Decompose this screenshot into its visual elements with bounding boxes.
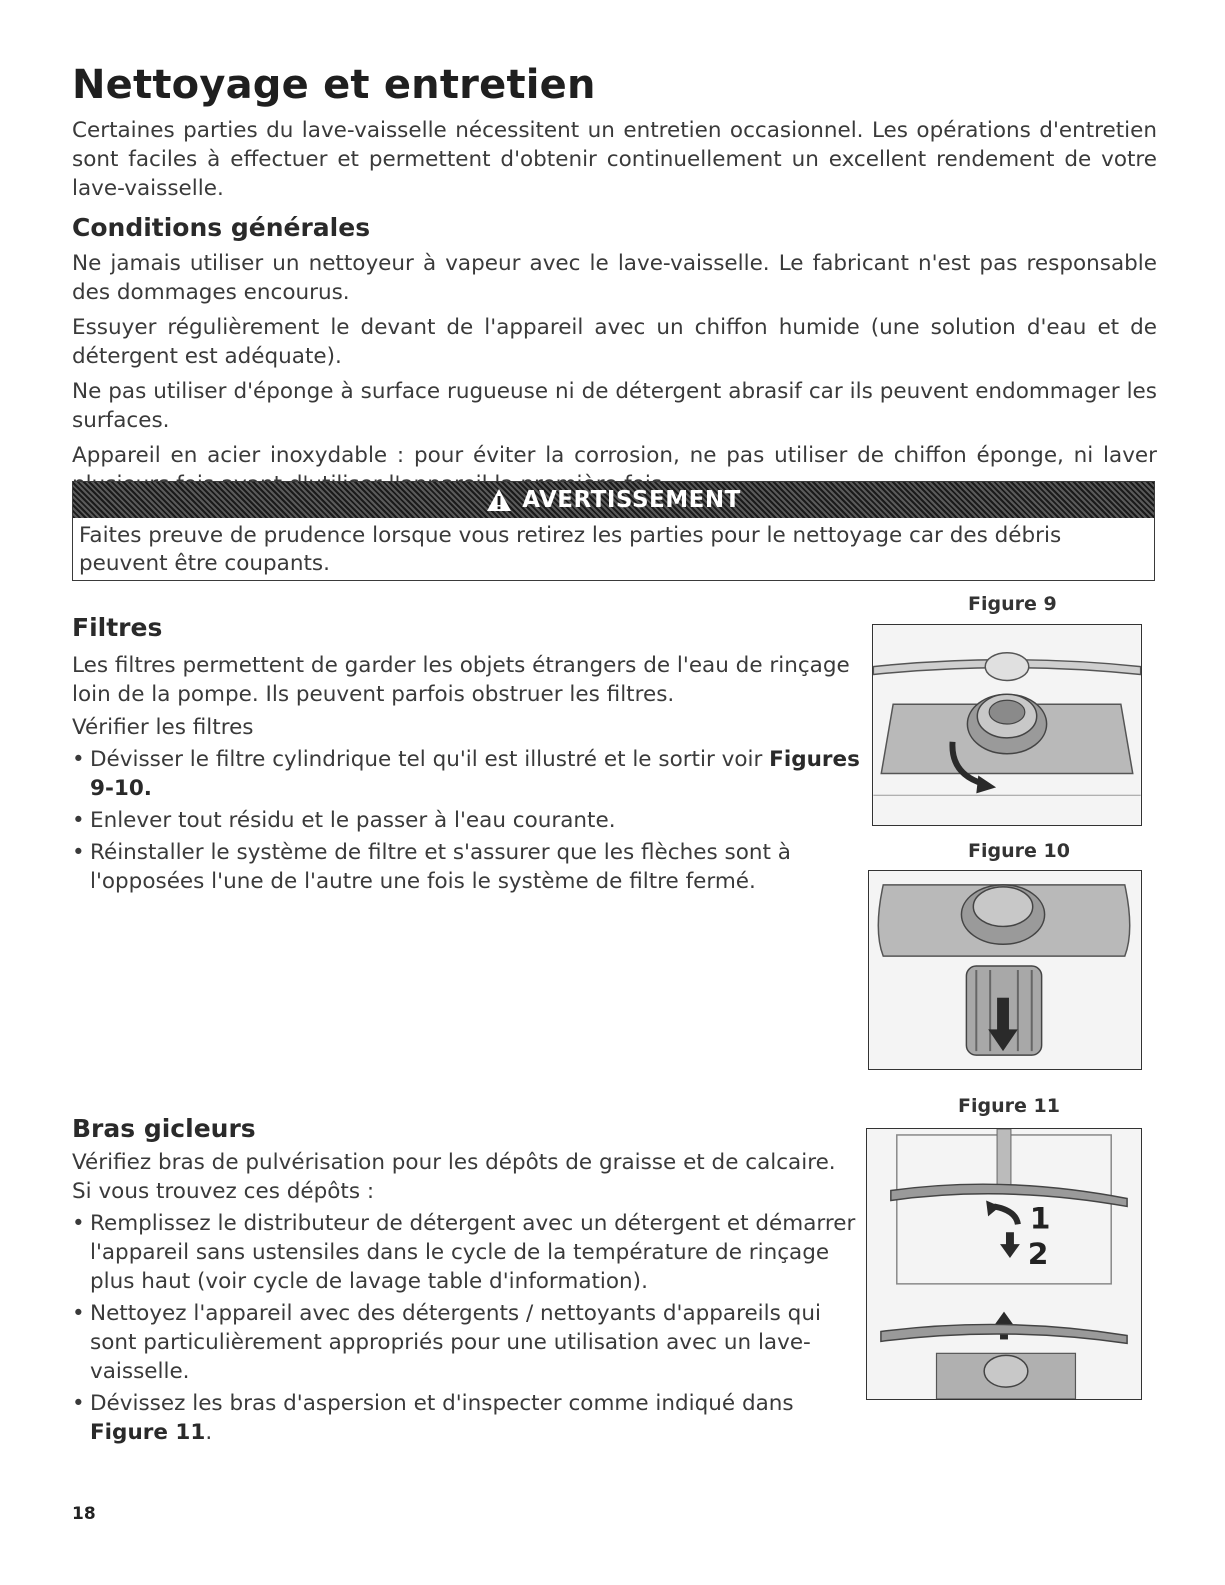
intro-paragraph: Certaines parties du lave-vaisselle nécessitent un entretien occasionnel. Les opérations d'entretien sont faciles à effectuer et permettent d'obtenir continuellement un excellent rendement de votre lave-vaisselle. [72,118,1157,201]
warning-label: AVERTISSEMENT [522,487,741,513]
step-1-label: 1 [1029,1201,1051,1237]
page-number: 18 [72,1504,96,1524]
filtres-list [72,745,862,896]
figure-9-label: Figure 9 [968,593,1057,615]
bras-list [72,1209,862,1447]
list-item: • Dévissez les bras d'aspersion et d'inspecter comme indiqué dans Figure 11. [72,1389,862,1447]
list-item: • Nettoyez l'appareil avec des détergents / nettoyants d'appareils qui sont particulièrement appropriés pour une utilisation avec un lave-vaisselle. [72,1299,862,1386]
bras-paragraph: Vérifiez bras de pulvérisation pour les dépôts de graisse et de calcaire. [72,1150,836,1175]
figure-9-illustration [872,624,1142,826]
spray-arm-illustration [867,1129,1141,1399]
filtres-subheading: Vérifier les filtres [72,715,254,740]
conditions-paragraph: Ne pas utiliser d'éponge à surface rugueuse ni de détergent abrasif car ils peuvent endommager les surfaces. [72,379,1157,433]
conditions-paragraph: Appareil en acier inoxydable : pour éviter la corrosion, ne pas utiliser de chiffon éponge, ni laver [72,443,1157,468]
warning-box [72,481,1155,581]
conditions-section [72,249,1157,499]
figure-10-illustration [868,870,1142,1070]
list-item: • Remplissez le distributeur de détergent avec un détergent et démarrer l'appareil sans ustensiles dans le cycle de la température de rinçage plus haut (voir cycle de lavage table d'information). [72,1209,862,1296]
filtres-heading: Filtres [72,613,163,642]
bras-heading: Bras gicleurs [72,1114,256,1143]
list-item: • Enlever tout résidu et le passer à l'eau courante. [72,806,862,835]
bras-section [72,1112,862,1447]
step-2-label: 2 [1027,1237,1049,1272]
filtres-paragraph: Les filtres permettent de garder les objets étrangers de l'eau de rinçage loin de la pompe. Ils peuvent parfois obstruer les filtres. [72,653,850,707]
figure-11-label: Figure 11 [958,1095,1060,1117]
page-content [72,56,1157,499]
filter-illustration [873,625,1141,825]
warning-icon [486,488,512,512]
conditions-heading: Conditions générales [72,213,371,242]
page-title: Nettoyage et entretien [72,62,596,108]
list-item: • Dévisser le filtre cylindrique tel qu'il est illustré et le sortir voir Figures 9-10. [72,745,862,803]
bras-paragraph: Si vous trouvez ces dépôts : [72,1179,375,1204]
conditions-paragraph: Ne jamais utiliser un nettoyeur à vapeur avec le lave-vaisselle. Le fabricant n'est pas responsable des dommages encourus. [72,251,1157,305]
filter-removal-illustration [869,871,1141,1069]
warning-text: Faites preuve de prudence lorsque vous retirez les parties pour le nettoyage car des débris peuvent être coupants. [79,523,1062,576]
list-item: • Réinstaller le système de filtre et s'assurer que les flèches sont à l'opposées l'une de l'autre une fois le système de filtre fermé. [72,838,862,896]
warning-header [73,482,1154,518]
filtres-section [72,611,862,896]
figure-11-illustration [866,1128,1142,1400]
conditions-paragraph: Essuyer régulièrement le devant de l'appareil avec un chiffon humide (une solution d'eau et de détergent est adéquate). [72,315,1157,369]
figure-10-label: Figure 10 [968,840,1070,862]
